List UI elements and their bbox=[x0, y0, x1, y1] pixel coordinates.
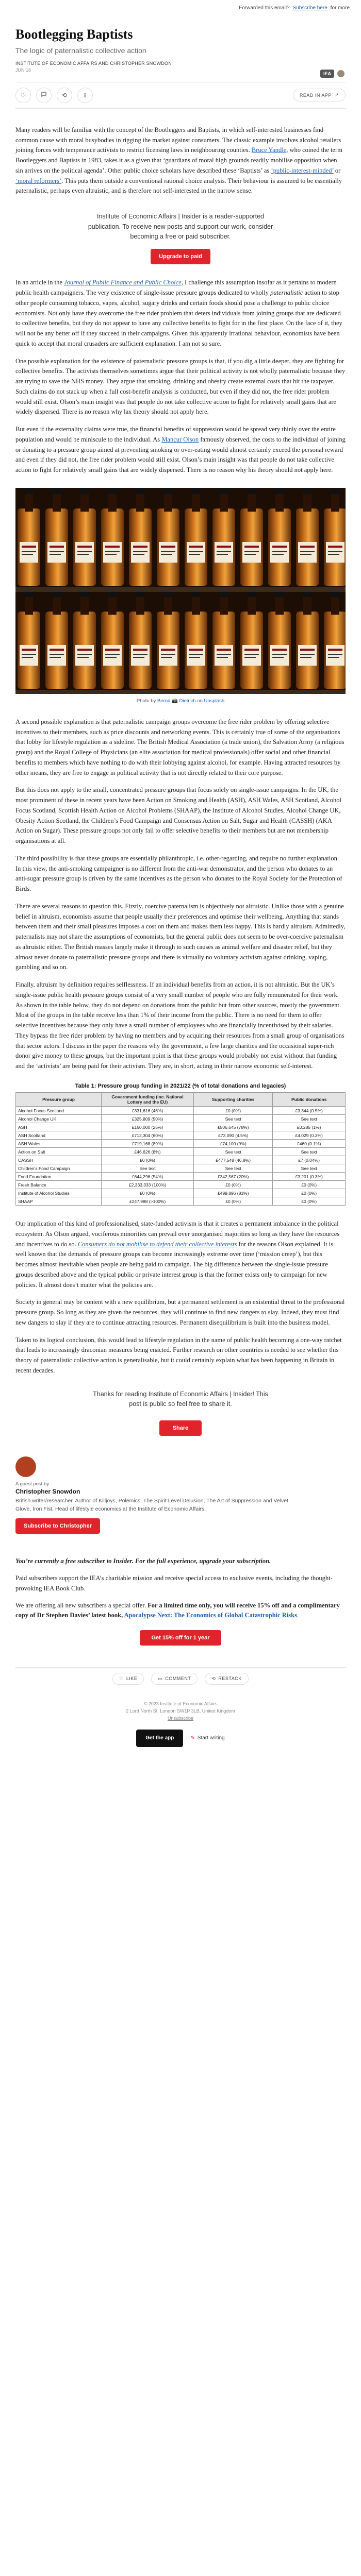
table-row bbox=[16, 1181, 346, 1189]
table-cell: £0 (0%) bbox=[194, 1181, 273, 1189]
offer-text-b: For a limited time only, you will receive 15% off and a complimentary copy of Dr Stephen Davies’ latest book, bbox=[15, 1601, 340, 1619]
promo-text: Institute of Economic Affairs | Insider is a reader-supported publication. To receive new posts and support our work, consider becoming a free or paid subscriber. bbox=[88, 213, 273, 240]
like-label: LIKE bbox=[126, 1676, 138, 1682]
post-title[interactable]: Bootlegging Baptists bbox=[15, 27, 133, 42]
post-body-2 bbox=[0, 278, 361, 476]
table-row bbox=[16, 1189, 346, 1197]
post-byline[interactable]: INSTITUTE OF ECONOMIC AFFAIRS AND CHRISTOPHER SNOWDON bbox=[15, 60, 172, 66]
table-cell: £3,201 (0.3%) bbox=[273, 1173, 346, 1181]
unsplash-link[interactable]: Unsplash bbox=[204, 698, 225, 704]
offer-text-c: . bbox=[297, 1612, 299, 1619]
p10-text-b: for the reasons Olson explained. It is well known that the demands of pressure groups can become increasingly extreme over time (‘mission creep’), but this becomes almost inevitable when people are being paid to campaign. The big difference between the single-issue pressure groups described above and the typical public or private interest group is that the former exists only to campaign for new policies. It almost does’t matter what the policies are. bbox=[15, 1240, 334, 1289]
table-cell: See text bbox=[194, 1164, 273, 1173]
mancur-olson-link[interactable]: Mancur Olson bbox=[161, 435, 199, 443]
table-cell: £0 (0%) bbox=[102, 1156, 194, 1164]
moral-reformers-link[interactable]: ‘moral reformers’ bbox=[15, 177, 62, 184]
table-cell-org: Institute of Alcohol Studies bbox=[16, 1189, 102, 1197]
table-cell: See text bbox=[273, 1115, 346, 1123]
get-discount-button[interactable]: Get 15% off for 1 year bbox=[140, 1630, 221, 1646]
table-row bbox=[16, 1148, 346, 1156]
book-link[interactable]: Apocalypse Next: The Economics of Global Catastrophic Risks bbox=[124, 1612, 297, 1619]
journal-link[interactable]: Journal of Public Finance and Public Choice bbox=[64, 279, 182, 286]
offer-text-a: We are offering all new subscribers a special offer. bbox=[15, 1601, 148, 1609]
table-cell-org: Alcohol Change UK bbox=[16, 1115, 102, 1123]
table-row bbox=[16, 1140, 346, 1148]
table-row bbox=[16, 1107, 346, 1115]
table-cell: £506,645 (78%) bbox=[194, 1123, 273, 1131]
heart-icon: ♡ bbox=[20, 91, 26, 99]
caption-camera: 📸 bbox=[170, 698, 179, 704]
table-cell: £7 (0.04%) bbox=[273, 1156, 346, 1164]
table-cell: £247,988 (>100%) bbox=[102, 1197, 194, 1206]
table-header: Government funding (inc. National Lottery and the EU) bbox=[102, 1092, 194, 1106]
table-row bbox=[16, 1173, 346, 1181]
heart-icon: ♡ bbox=[119, 1675, 124, 1681]
table-cell: £0 (0%) bbox=[194, 1107, 273, 1115]
read-in-app-button[interactable] bbox=[293, 89, 346, 101]
paragraph-1 bbox=[15, 125, 346, 196]
table-cell-org: Children’s Food Campaign bbox=[16, 1164, 102, 1173]
share-button[interactable]: Share bbox=[159, 1420, 202, 1436]
share-icon-button[interactable] bbox=[77, 88, 93, 103]
table-cell: See text bbox=[102, 1164, 194, 1173]
table-cell: £719,168 (89%) bbox=[102, 1140, 194, 1148]
forwarded-suffix: for more bbox=[330, 5, 350, 11]
paragraph-2 bbox=[15, 278, 346, 349]
table-cell: £0 (0%) bbox=[194, 1197, 273, 1206]
restack-icon: ⟲ bbox=[61, 91, 68, 99]
get-the-app-button[interactable]: Get the app bbox=[136, 1730, 183, 1747]
table-cell: £331,616 (46%) bbox=[102, 1107, 194, 1115]
table-row bbox=[16, 1123, 346, 1131]
footer-cta-row bbox=[0, 1730, 361, 1747]
footer-address: 2 Lord North St, London SW1P 3LB, United Kingdom bbox=[126, 1708, 235, 1714]
table-cell: £4,029 (0.3%) bbox=[273, 1131, 346, 1140]
table-cell-org: Alcohol Focus Scotland bbox=[16, 1107, 102, 1115]
table-cell: £0 (0%) bbox=[273, 1189, 346, 1197]
post-body-1 bbox=[0, 125, 361, 196]
paragraph-9: Finally, altruism by definition requires selflessness. If an individual benefits from an action, it is not altruistic. But the UK’s single-issue public health pressure groups consist of a very small number of people who are fully remunerated for their work. As shown in the table below, they do not depend on donations from the public but from other sources, mostly the government. Most of the groups in the table receive less than 1% of their income from the public. There is no need for them to offer selective incentives because they only have a small number of employees who are financially incentivised by their salaries. They bypass the free rider problem by having no members and by acquiring their resources from a small group of organisations that sector actors. I discuss in the paper the reasons why the government, a few large charities and the occasional super-rich donor give money to these groups, but the important point is that these groups would probably not exist without that funding and the ‘activists’ are being paid for their activism. They are, in short, acting in their narrow economic self-interest. bbox=[15, 981, 344, 1070]
p1-text-c: or bbox=[333, 166, 341, 174]
paragraph-6: But this does not apply to the small, concentrated pressure groups that focus solely on single-issue campaigns. In the UK, the most prominent of these in recent years have been Action on Smoking and Health (ASH), ASH Wales, ASH Scotland, Alcohol Focus Scotland, Scottish Health Action on Alcohol Problems (SHAAP), the Institute of Alcohol Studies, Alcohol Change UK, Obesity Action Scotland, the Children’s Food Campaign and Consensus Action on Salt, Sugar and Health (CASSH) (AKA Action on Sugar). These pressure groups not only fail to offer selective benefits to their members but are not membership organisations at all. bbox=[15, 786, 341, 845]
external-link-icon: ↗ bbox=[334, 92, 339, 98]
table-body bbox=[16, 1107, 346, 1206]
table-cell: See text bbox=[194, 1115, 273, 1123]
public-interest-link[interactable]: ‘public-interest-minded’ bbox=[271, 166, 334, 174]
author-avatars[interactable] bbox=[320, 69, 346, 78]
bottom-restack-button[interactable] bbox=[205, 1673, 248, 1685]
comment-label: COMMENT bbox=[165, 1676, 191, 1682]
table-header: Supporting charities bbox=[194, 1092, 273, 1106]
table-cell-org: SHAAP bbox=[16, 1197, 102, 1206]
table-row bbox=[16, 1156, 346, 1164]
table-cell: £460 (0.1%) bbox=[273, 1140, 346, 1148]
table-cell: £74,100 (9%) bbox=[194, 1140, 273, 1148]
paragraph-5: A second possible explanation is that paternalistic campaign groups overcome the free rider problem by offering selective incentives to their members, such as price discounts and networking events. This is certainly true of some of the organisations that lobby for lifestyle regulation as a sideline. The British Medical Association (a trade union), the Salvation Army (a religious group) and the Royal College of Physicians (an elite association for medical professionals) offer social and other financial benefits to members which have nothing to do with their lobbying against alcohol, for example. Having attracted resources by other means, they are free to engage in political activity that is not directly related to their core purpose. bbox=[15, 718, 344, 776]
restack-icon: ⟲ bbox=[211, 1675, 216, 1681]
author-card bbox=[15, 1456, 346, 1533]
subscribe-promo bbox=[0, 212, 361, 264]
paragraph-8: There are several reasons to question this. Firstly, coercive paternalism is objectively not altruistic. Unlike those with a genuine belief in altruism, economists assume that people usually their preferences and optimise their wellbeing. Anything that stands between them and their small pleasures imposes a cost on them and makes them less happy. This is hardly altruism. Admittedly, paternalists may not share the assumptions of economists, but the general public does not seem to be over-coercive paternalism as altruistic either. The British masses largely make it through to such causes as animal welfare and disaster relief, but they almost never donate to paternalistic pressure groups and there is virtually no voluntary activism against drinking, vaping, gambling and so on. bbox=[15, 902, 346, 971]
pen-icon: ✎ bbox=[190, 1735, 195, 1741]
paragraph-10 bbox=[15, 1219, 346, 1290]
table-cell: £477,548 (46.8%) bbox=[194, 1156, 273, 1164]
post-subtitle: The logic of paternalistic collective action bbox=[15, 46, 146, 55]
funding-table-section bbox=[0, 1083, 361, 1206]
table-cell: £46,626 (8%) bbox=[102, 1148, 194, 1156]
post-body-3 bbox=[0, 717, 361, 1072]
paragraph-7: The third possibility is that these groups are essentially philanthropic, i.e. other-regarding, and require no further explanation. In this view, the anti-smoking campaigner is no different from the anti-war demonstrator, and the person who donates to an anti-sugar pressure group is driven by the same incentives as the person who donates to the Royal Society for the Protection of Birds. bbox=[15, 854, 342, 893]
subscribe-here-link[interactable]: Subscribe here bbox=[292, 5, 327, 11]
author-name[interactable]: Christopher Snowdon bbox=[15, 1488, 80, 1496]
start-writing-label: Start writing bbox=[197, 1735, 225, 1741]
paragraph-11: Society in general may be content with a new equilibrium, but a permanent settlement is an existential threat to the professional pressure group. So long as they are given the resources, they will continue to find new dangers to slay. Indeed, they must find new dangers to slay if they are to continue attracting resources. Permanent disequilibrium is built into the business model. bbox=[15, 1298, 345, 1326]
p1-text-b: , who coined the term Bootleggers and Baptists in 1983, takes it as a given that ‘guardians of moral high grounds readily mobilise opposition when sin arrives on the political agenda’. Other public choice scholars have described these ‘Baptists’ as bbox=[15, 146, 342, 174]
table-cell: £325,809 (50%) bbox=[102, 1115, 194, 1123]
table-cell: £0 (0%) bbox=[273, 1181, 346, 1189]
whisky-bottles-photo[interactable] bbox=[15, 488, 346, 694]
table-cell: £73,090 (4.5%) bbox=[194, 1131, 273, 1140]
table-cell: See text bbox=[194, 1148, 273, 1156]
bottom-like-button[interactable] bbox=[112, 1673, 144, 1685]
funding-table bbox=[15, 1092, 346, 1206]
table-header-row bbox=[16, 1092, 346, 1106]
table-cell: £0,285 (1%) bbox=[273, 1123, 346, 1131]
snowdon-avatar[interactable] bbox=[336, 69, 346, 78]
share-promo-text: Thanks for reading Institute of Economic Affairs | Insider! This post is public so feel free to share it. bbox=[93, 1390, 268, 1408]
table-cell-org: ASH bbox=[16, 1123, 102, 1131]
guest-post-label: A guest post by bbox=[15, 1481, 49, 1487]
table-row bbox=[16, 1164, 346, 1173]
share-icon: ⇪ bbox=[82, 91, 88, 99]
restack-label: RESTACK bbox=[218, 1676, 242, 1682]
subscribe-to-author-button[interactable]: Subscribe to Christopher bbox=[15, 1518, 100, 1534]
upgrade-cta bbox=[0, 1556, 361, 1646]
unsubscribe-link[interactable]: Unsubscribe bbox=[167, 1716, 194, 1721]
start-writing-link[interactable] bbox=[190, 1734, 224, 1742]
p2-text-b: , I challenge this assumption insofar as it pertains to modern public health campaigners. The very existence of single-issue pressure groups dedicated to wholly bbox=[15, 279, 337, 297]
consumers-link[interactable]: Consumers do not mobilise to defend their collective interests bbox=[77, 1240, 237, 1248]
table-cell: £342,567 (20%) bbox=[194, 1173, 273, 1181]
table-cell: £2,333,333 (100%) bbox=[102, 1181, 194, 1189]
table-cell-org: ASH Wales bbox=[16, 1140, 102, 1148]
upgrade-to-paid-button[interactable]: Upgrade to paid bbox=[151, 249, 210, 264]
p2-text-c: action to stop other people consuming tobacco, vapes, alcohol, sugary drinks and certain foods should pose a challenge to public choice economists. Not only have they overcome the free rider problem that deters individuals from joining groups that are dedicated to collective benefits, but they do not appear to have any collective benefits to fight for in the first place. On the face of it, they will not be any better off if they succeed in their campaigns. Given this apparently irrational behaviour, economists have been quick to accept that moral crusaders are sufficient explanation. I am not so sure. bbox=[15, 289, 342, 347]
bruce-yandle-link[interactable]: Bruce Yandle bbox=[251, 146, 287, 154]
paid-support-text: Paid subscribers support the IEA’s charitable mission and receive special access to exclusive events, including the thought-provoking IEA Book Club. bbox=[15, 1574, 333, 1592]
p10-text-a: Our implication of this kind of professionalised, state-funded activism is that it creates a permanent imbalance in the political ecosystem. As Olson argued, vociferous minorities can prevail over unorganised majorities so long as they have the resources and incentives to do so. bbox=[15, 1220, 340, 1248]
photo-caption bbox=[15, 698, 346, 704]
table-cell: £160,000 (25%) bbox=[102, 1123, 194, 1131]
table-cell: £712,304 (60%) bbox=[102, 1131, 194, 1140]
table-cell-org: ASH Scotland bbox=[16, 1131, 102, 1140]
iea-avatar[interactable]: IEA bbox=[320, 70, 334, 78]
table-title: Table 1: Pressure group funding in 2021/22 (% of total donations and legacies) bbox=[75, 1082, 286, 1089]
caption-prefix: Photo by bbox=[136, 698, 157, 704]
paragraph-3: One possible explanation for the existence of paternalistic pressure groups is that, if you dig a little deeper, they are fighting for collective benefits. The activists themselves sometimes argue that their political activity is not wholly paternalistic because they are trying to save the NHS money. They argue that smoking, drinking and obesity create external costs that hit the taxpayer. Such claims do not stack up when a full cost-benefit analysis is conducted, but even if they did not, the free rider problem would still exist. Olson’s main insight was that people do not take collective action to fight for relatively small gains that are widely dispersed. There is no reason why lax theory should not apply here. bbox=[15, 357, 346, 416]
table-row bbox=[16, 1115, 346, 1123]
table-cell: £0 (0%) bbox=[273, 1197, 346, 1206]
table-cell: See text bbox=[273, 1164, 346, 1173]
table-cell-org: Fresh Balance bbox=[16, 1181, 102, 1189]
restack-button[interactable] bbox=[57, 88, 72, 103]
table-cell: See text bbox=[273, 1148, 346, 1156]
bottom-actions bbox=[15, 1667, 346, 1690]
table-row bbox=[16, 1131, 346, 1140]
p4-text-a: But even if the externality claims were true, the financial benefits of suppression would be spread very thinly over the entire population and would be miniscule to the individual. As bbox=[15, 426, 336, 443]
table-header: Pressure group bbox=[16, 1092, 102, 1106]
paragraph-12: Taken to its logical conclusion, this would lead to lifestyle regulation in the name of public health becoming a one-way ratchet that leads to increasingly draconian measures being enacted. Further research on other countries is needed to see whether this theory of paternalistic collective action is generalisable, but it could certainly explain what has been happening in Britain in recent decades. bbox=[15, 1336, 342, 1374]
read-in-app-label: READ IN APP bbox=[299, 92, 332, 98]
table-cell: £499,896 (81%) bbox=[194, 1189, 273, 1197]
photographer-link-1[interactable]: Bernd bbox=[157, 698, 171, 704]
author-bio: British writer/researcher. Author of Killjoys, Polemics, The Spirit Level Delusion, The Art of Suppression and Velvet Glove, Iron Fist. Head of lifestyle economics at the Institute of Economic Affairs. bbox=[15, 1498, 288, 1512]
post-actions bbox=[15, 82, 346, 109]
comment-icon: ▭ bbox=[158, 1675, 163, 1681]
post-date: JUN 16 bbox=[15, 67, 31, 73]
post-header bbox=[0, 15, 361, 76]
paragraph-4 bbox=[15, 425, 346, 476]
table-cell: £0 (0%) bbox=[102, 1189, 194, 1197]
free-subscriber-note: You’re currently a free subscriber to Insider. For the full experience, upgrade your subscription. bbox=[15, 1557, 271, 1565]
table-cell-org: Action on Salt bbox=[16, 1148, 102, 1156]
table-row bbox=[16, 1197, 346, 1206]
p4-text-b: famously observed, the costs to the individual of joining or donating to a pressure group aimed at preventing smoking or over-eating would almost certainly exceed the personal reward and even if they did not, the free rider problem would still exist. Olson’s main insight was that people do not take collective action to fight for relatively small gains that are widely dispersed. There is no reason why his theory should not apply here. bbox=[15, 435, 346, 474]
caption-on: on bbox=[195, 698, 204, 704]
p2-text-a: In an article in the bbox=[15, 279, 64, 286]
table-cell-org: Food Foundation bbox=[16, 1173, 102, 1181]
table-header: Public donations bbox=[273, 1092, 346, 1106]
p1-text-d: . This puts them outside a conventional rational choice analysis. Their behaviour is assumed to be essentially paternalistic, perhaps even altruistic, and is therefore not self-interested in the narrow sense. bbox=[15, 177, 342, 195]
share-promo bbox=[0, 1389, 361, 1436]
post-body-4 bbox=[0, 1219, 361, 1376]
footer-copyright: © 2023 Institute of Economic Affairs bbox=[143, 1701, 218, 1706]
forward-bar bbox=[0, 0, 361, 15]
like-button[interactable] bbox=[15, 88, 31, 103]
comment-icon bbox=[41, 91, 47, 99]
photographer-link-2[interactable]: Dietrich bbox=[179, 698, 196, 704]
special-offer-text bbox=[15, 1601, 346, 1621]
p2-italic: paternalistic bbox=[270, 289, 303, 297]
table-cell: £644,296 (54%) bbox=[102, 1173, 194, 1181]
forwarded-text: Forwarded this email? bbox=[239, 5, 290, 11]
table-cell-org: CASSH bbox=[16, 1156, 102, 1164]
footer bbox=[0, 1700, 361, 1747]
bottom-comment-button[interactable] bbox=[151, 1673, 198, 1685]
table-cell: £3,344 (0.5%) bbox=[273, 1107, 346, 1115]
photo-figure bbox=[15, 488, 346, 704]
author-avatar[interactable] bbox=[15, 1456, 36, 1477]
p1-text-a: Many readers will be familiar with the concept of the Bootleggers and Baptists, in which self-interested businesses find common cause with moral busybodies in rigging the market against consumers. The classic example involves alcohol retailers joining forces with temperance activists to restrict licensing laws in neighbouring counties. bbox=[15, 126, 341, 154]
comment-button[interactable] bbox=[36, 88, 52, 103]
